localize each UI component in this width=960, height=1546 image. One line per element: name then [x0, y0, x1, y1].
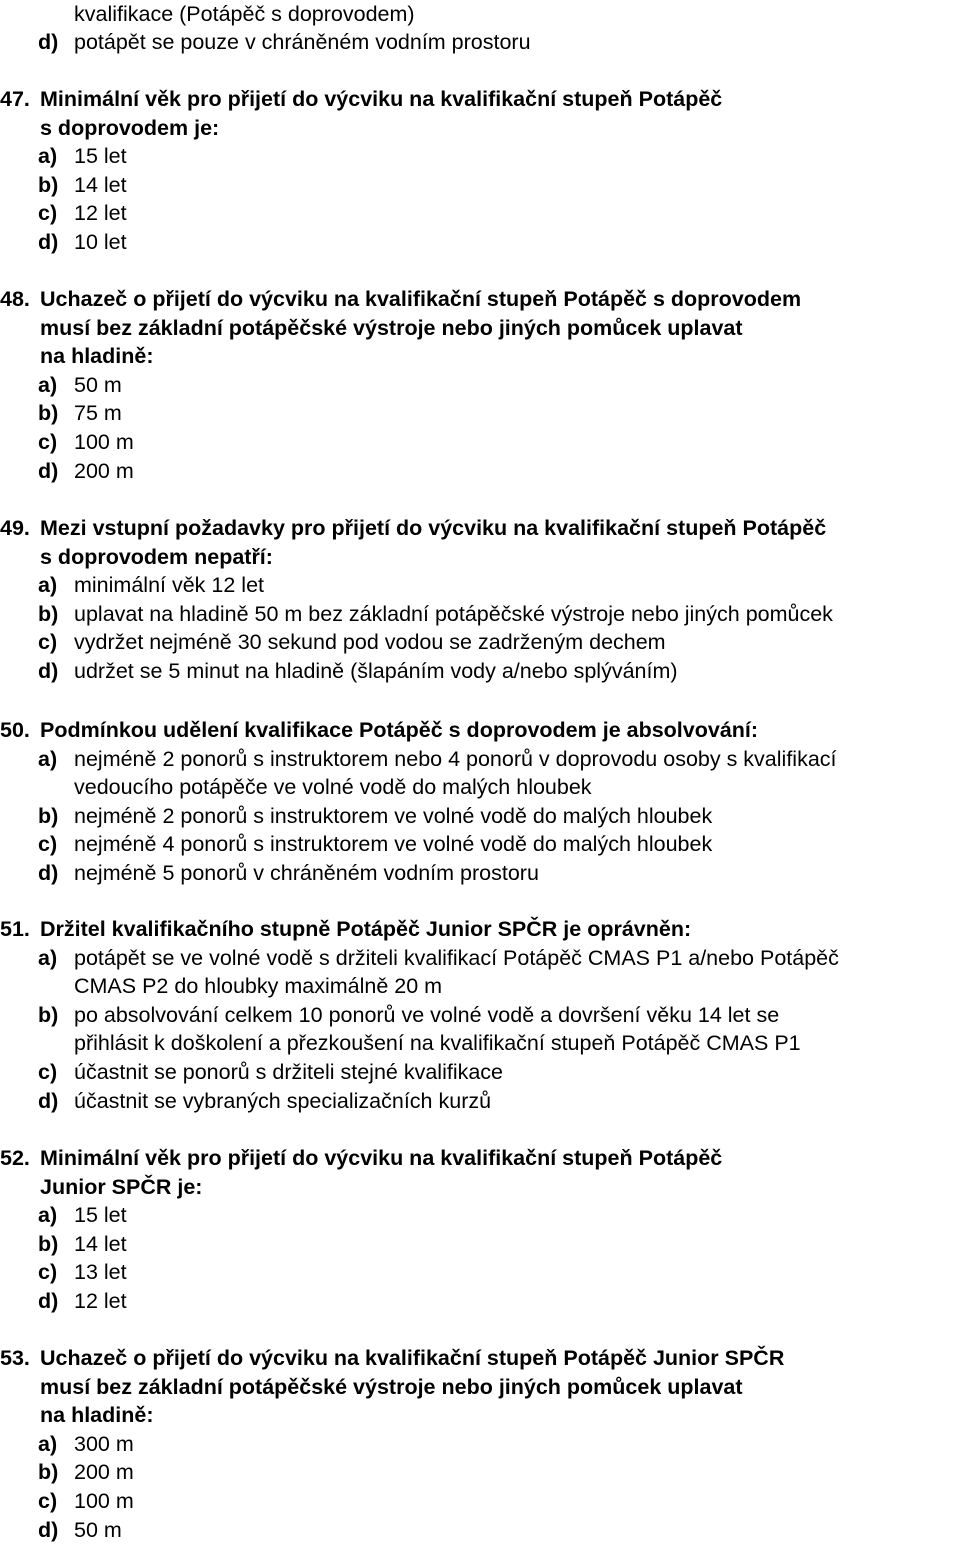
answer-label: a)	[38, 945, 58, 970]
answer-text: CMAS P2 do hloubky maximálně 20 m	[74, 974, 443, 999]
question-number: 51.	[0, 917, 30, 941]
answer-text: 200 m	[74, 458, 134, 483]
answer-text: nejméně 2 ponorů s instruktorem ve volné vodě do malých hloubek	[74, 803, 713, 828]
question-text: Mezi vstupní požadavky pro přijetí do výcviku na kvalifikační stupeň Potápěč	[40, 516, 827, 540]
answer-text: minimální věk 12 let	[74, 573, 264, 598]
answer-label: c)	[38, 201, 58, 226]
answer-label: c)	[38, 1060, 58, 1084]
answer-label: c)	[38, 832, 58, 857]
answer-label: a)	[38, 372, 58, 397]
answer-label: c)	[38, 630, 58, 655]
question-number: 47.	[0, 87, 30, 111]
answer-text: 50 m	[74, 1517, 122, 1542]
answer-label: b)	[38, 1002, 59, 1027]
answer-text: nejméně 5 ponorů v chráněném vodním prostoru	[74, 861, 539, 885]
question-text: Uchazeč o přijetí do výcviku na kvalifikační stupeň Potápěč s doprovodem	[40, 287, 802, 311]
answer-label: d)	[38, 861, 59, 885]
question-text: Podmínkou udělení kvalifikace Potápěč s doprovodem je absolvování:	[40, 718, 759, 742]
answer-label: c)	[38, 1260, 58, 1285]
answer-text: po absolvování celkem 10 ponorů ve volné vodě a dovršení věku 14 let se	[74, 1002, 780, 1027]
question-number: 49.	[0, 516, 30, 540]
answer-text: 300 m	[74, 1431, 134, 1456]
answer-text: 15 let	[74, 1203, 127, 1228]
answer-label: b)	[38, 172, 59, 197]
answer-text: 15 let	[74, 144, 127, 169]
answer-label: a)	[38, 1203, 58, 1228]
question-number: 48.	[0, 287, 30, 311]
question-text: Minimální věk pro přijetí do výcviku na kvalifikační stupeň Potápěč	[40, 87, 723, 111]
question-text: musí bez základní potápěčské výstroje nebo jiných pomůcek uplavat	[40, 1374, 743, 1399]
answer-text: 50 m	[74, 372, 122, 397]
answer-label: b)	[38, 803, 59, 828]
answer-text: uplavat na hladině 50 m bez základní potápěčské výstroje nebo jiných pomůcek	[74, 601, 833, 626]
answer-text: 100 m	[74, 430, 134, 454]
answer-label: d)	[38, 1517, 59, 1542]
question-text: s doprovodem nepatří:	[40, 544, 273, 569]
answer-text: účastnit se ponorů s držiteli stejné kvalifikace	[74, 1060, 504, 1084]
answer-text: 14 let	[74, 172, 127, 197]
answer-label: b)	[38, 1460, 59, 1485]
question-number: 50.	[0, 718, 30, 742]
question-text: na hladině:	[40, 1403, 154, 1428]
answer-text: udržet se 5 minut na hladině (šlapáním vody a/nebo splýváním)	[74, 659, 678, 683]
answer-label: d)	[38, 458, 59, 483]
question-text: Držitel kvalifikačního stupně Potápěč Junior SPČR je oprávněn:	[40, 917, 692, 941]
answer-label: d)	[38, 659, 59, 683]
answer-label: c)	[38, 430, 58, 454]
question-text: Uchazeč o přijetí do výcviku na kvalifikační stupeň Potápěč Junior SPČR	[40, 1346, 785, 1370]
question-text: na hladině:	[40, 344, 154, 369]
answer-label: a)	[38, 144, 58, 169]
answer-label: b)	[38, 601, 59, 626]
answer-label: d)	[38, 1088, 59, 1113]
answer-text: vydržet nejméně 30 sekund pod vodou se zadrženým dechem	[74, 630, 666, 655]
answer-text: nejméně 4 ponorů s instruktorem ve volné vodě do malých hloubek	[74, 832, 713, 857]
question-text: Junior SPČR je:	[40, 1174, 203, 1199]
answer-text: 12 let	[74, 1289, 127, 1313]
answer-text: přihlásit k doškolení a přezkoušení na kvalifikační stupeň Potápěč CMAS P1	[74, 1031, 801, 1056]
answer-label: d)	[38, 1289, 59, 1313]
answer-text: vedoucího potápěče ve volné vodě do malých hloubek	[74, 775, 592, 800]
answer-text: 10 let	[74, 230, 127, 254]
answer-text: 100 m	[74, 1489, 134, 1513]
answer-label: a)	[38, 573, 58, 598]
answer-label: d)	[38, 230, 59, 254]
answer-text: účastnit se vybraných specializačních kurzů	[74, 1088, 492, 1113]
answer-text: 12 let	[74, 201, 127, 226]
answer-text: potápět se pouze v chráněném vodním prostoru	[74, 30, 531, 54]
answer-label: c)	[38, 1489, 58, 1513]
answer-text: 200 m	[74, 1460, 134, 1485]
answer-label: b)	[38, 401, 59, 426]
question-number: 52.	[0, 1146, 30, 1170]
answer-text: 14 let	[74, 1231, 127, 1256]
continuation-line: kvalifikace (Potápěč s doprovodem)	[74, 2, 415, 26]
answer-text: nejméně 2 ponorů s instruktorem nebo 4 ponorů v doprovodu osoby s kvalifikací	[74, 746, 837, 771]
answer-text: 75 m	[74, 401, 122, 426]
answer-text: potápět se ve volné vodě s držiteli kvalifikací Potápěč CMAS P1 a/nebo Potápěč	[74, 945, 839, 970]
answer-label: d)	[38, 30, 59, 54]
answer-text: 13 let	[74, 1260, 127, 1285]
question-number: 53.	[0, 1346, 30, 1370]
answer-label: a)	[38, 746, 58, 771]
question-text: musí bez základní potápěčské výstroje nebo jiných pomůcek uplavat	[40, 315, 743, 340]
question-text: s doprovodem je:	[40, 115, 220, 140]
question-text: Minimální věk pro přijetí do výcviku na kvalifikační stupeň Potápěč	[40, 1146, 723, 1170]
answer-label: a)	[38, 1431, 58, 1456]
answer-label: b)	[38, 1231, 59, 1256]
